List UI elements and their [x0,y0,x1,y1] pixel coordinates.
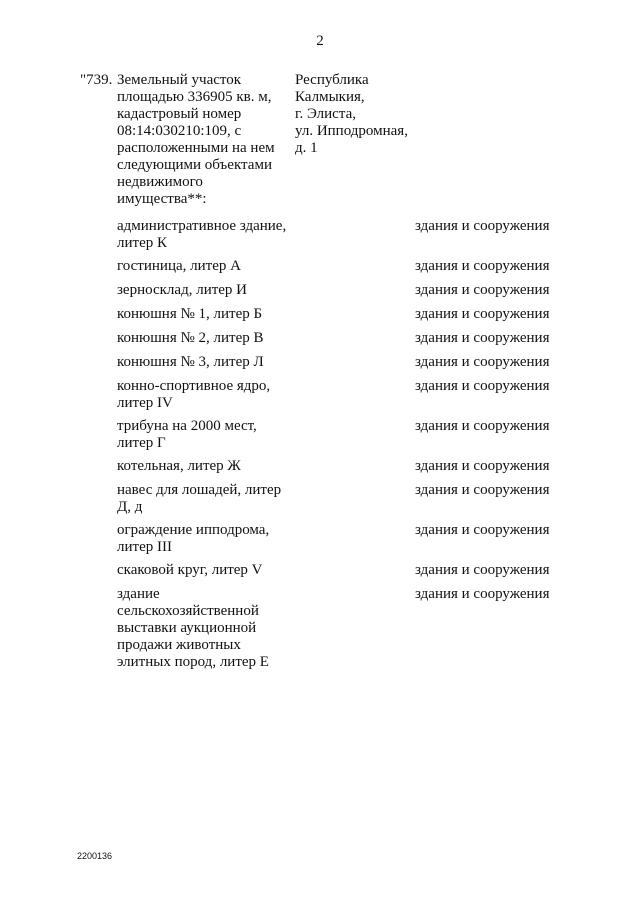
object-name-line: административное здание, [117,218,287,234]
object-name-line: сельскохозяйственной [117,603,259,619]
address-line: г. Элиста, [295,106,356,122]
object-name [117,482,297,516]
object-row [117,458,557,475]
object-name-line: здание [117,586,160,602]
object-name [117,418,297,452]
address-line: Калмыкия, [295,89,365,105]
object-name-line: выставки аукционной [117,620,257,636]
document-code: 2200136 [77,851,113,861]
object-type: здания и сооружения [415,586,550,602]
address-line: д. 1 [295,140,318,156]
object-row [117,258,557,275]
parcel-description-line: кадастровый номер [117,106,242,122]
object-name-line: трибуна на 2000 мест, [117,418,257,434]
object-name-line: навес для лошадей, литер [117,482,282,498]
object-name [117,218,297,252]
page-number: 2 [316,33,324,49]
object-name-line: литер Г [117,435,166,451]
object-name-line: конюшня № 3, литер Л [117,354,264,370]
object-type: здания и сооружения [415,218,550,234]
object-row [117,418,557,452]
object-row [117,482,557,516]
object-type: здания и сооружения [415,306,550,322]
object-name [117,522,297,556]
object-type: здания и сооружения [415,258,550,274]
object-type: здания и сооружения [415,418,550,434]
parcel-description-line: имущества**: [117,191,207,207]
object-row [117,586,557,671]
object-name-line: конюшня № 2, литер В [117,330,264,346]
object-name-line: конюшня № 1, литер Б [117,306,263,322]
property-objects-list [117,218,557,671]
object-type: здания и сооружения [415,282,550,298]
object-name [117,354,297,371]
object-name-line: литер К [117,235,167,251]
object-name-line: конно-спортивное ядро, [117,378,271,394]
parcel-description-line: расположенными на нем [117,140,275,156]
object-name-line: котельная, литер Ж [117,458,241,474]
object-name-line: зерносклад, литер И [117,282,248,298]
object-row [117,562,557,579]
parcel-description-line: Земельный участок [117,72,242,88]
object-type: здания и сооружения [415,330,550,346]
object-name [117,562,297,579]
object-name [117,282,297,299]
address-line: Республика [295,72,369,88]
object-name [117,258,297,275]
parcel-description-line: 08:14:030210:109, с [117,123,242,139]
object-type: здания и сооружения [415,378,550,394]
object-row [117,282,557,299]
parcel-description-line: следующими объектами [117,157,272,173]
parcel-address [295,72,425,157]
address-line: ул. Ипподромная, [295,123,408,139]
object-name-line: гостиница, литер А [117,258,241,274]
object-row [117,306,557,323]
object-row [117,522,557,556]
object-type: здания и сооружения [415,562,550,578]
object-name-line: ограждение ипподрома, [117,522,270,538]
object-name [117,306,297,323]
object-type: здания и сооружения [415,354,550,370]
parcel-description-line: площадью 336905 кв. м, [117,89,272,105]
parcel-description-line: недвижимого [117,174,203,190]
object-name [117,586,297,671]
object-name [117,378,297,412]
object-name-line: Д, д [117,499,143,515]
object-row [117,378,557,412]
object-name [117,330,297,347]
object-row [117,218,557,252]
object-type: здания и сооружения [415,522,550,538]
object-row [117,330,557,347]
object-type: здания и сооружения [415,458,550,474]
object-name-line: скаковой круг, литер V [117,562,263,578]
object-name-line: литер III [117,539,172,555]
object-name-line: продажи животных [117,637,241,653]
object-row [117,354,557,371]
object-name-line: элитных пород, литер Е [117,654,269,670]
parcel-description [117,72,292,208]
entry-number: "739. [80,72,113,88]
object-name-line: литер IV [117,395,173,411]
object-name [117,458,297,475]
object-type: здания и сооружения [415,482,550,498]
